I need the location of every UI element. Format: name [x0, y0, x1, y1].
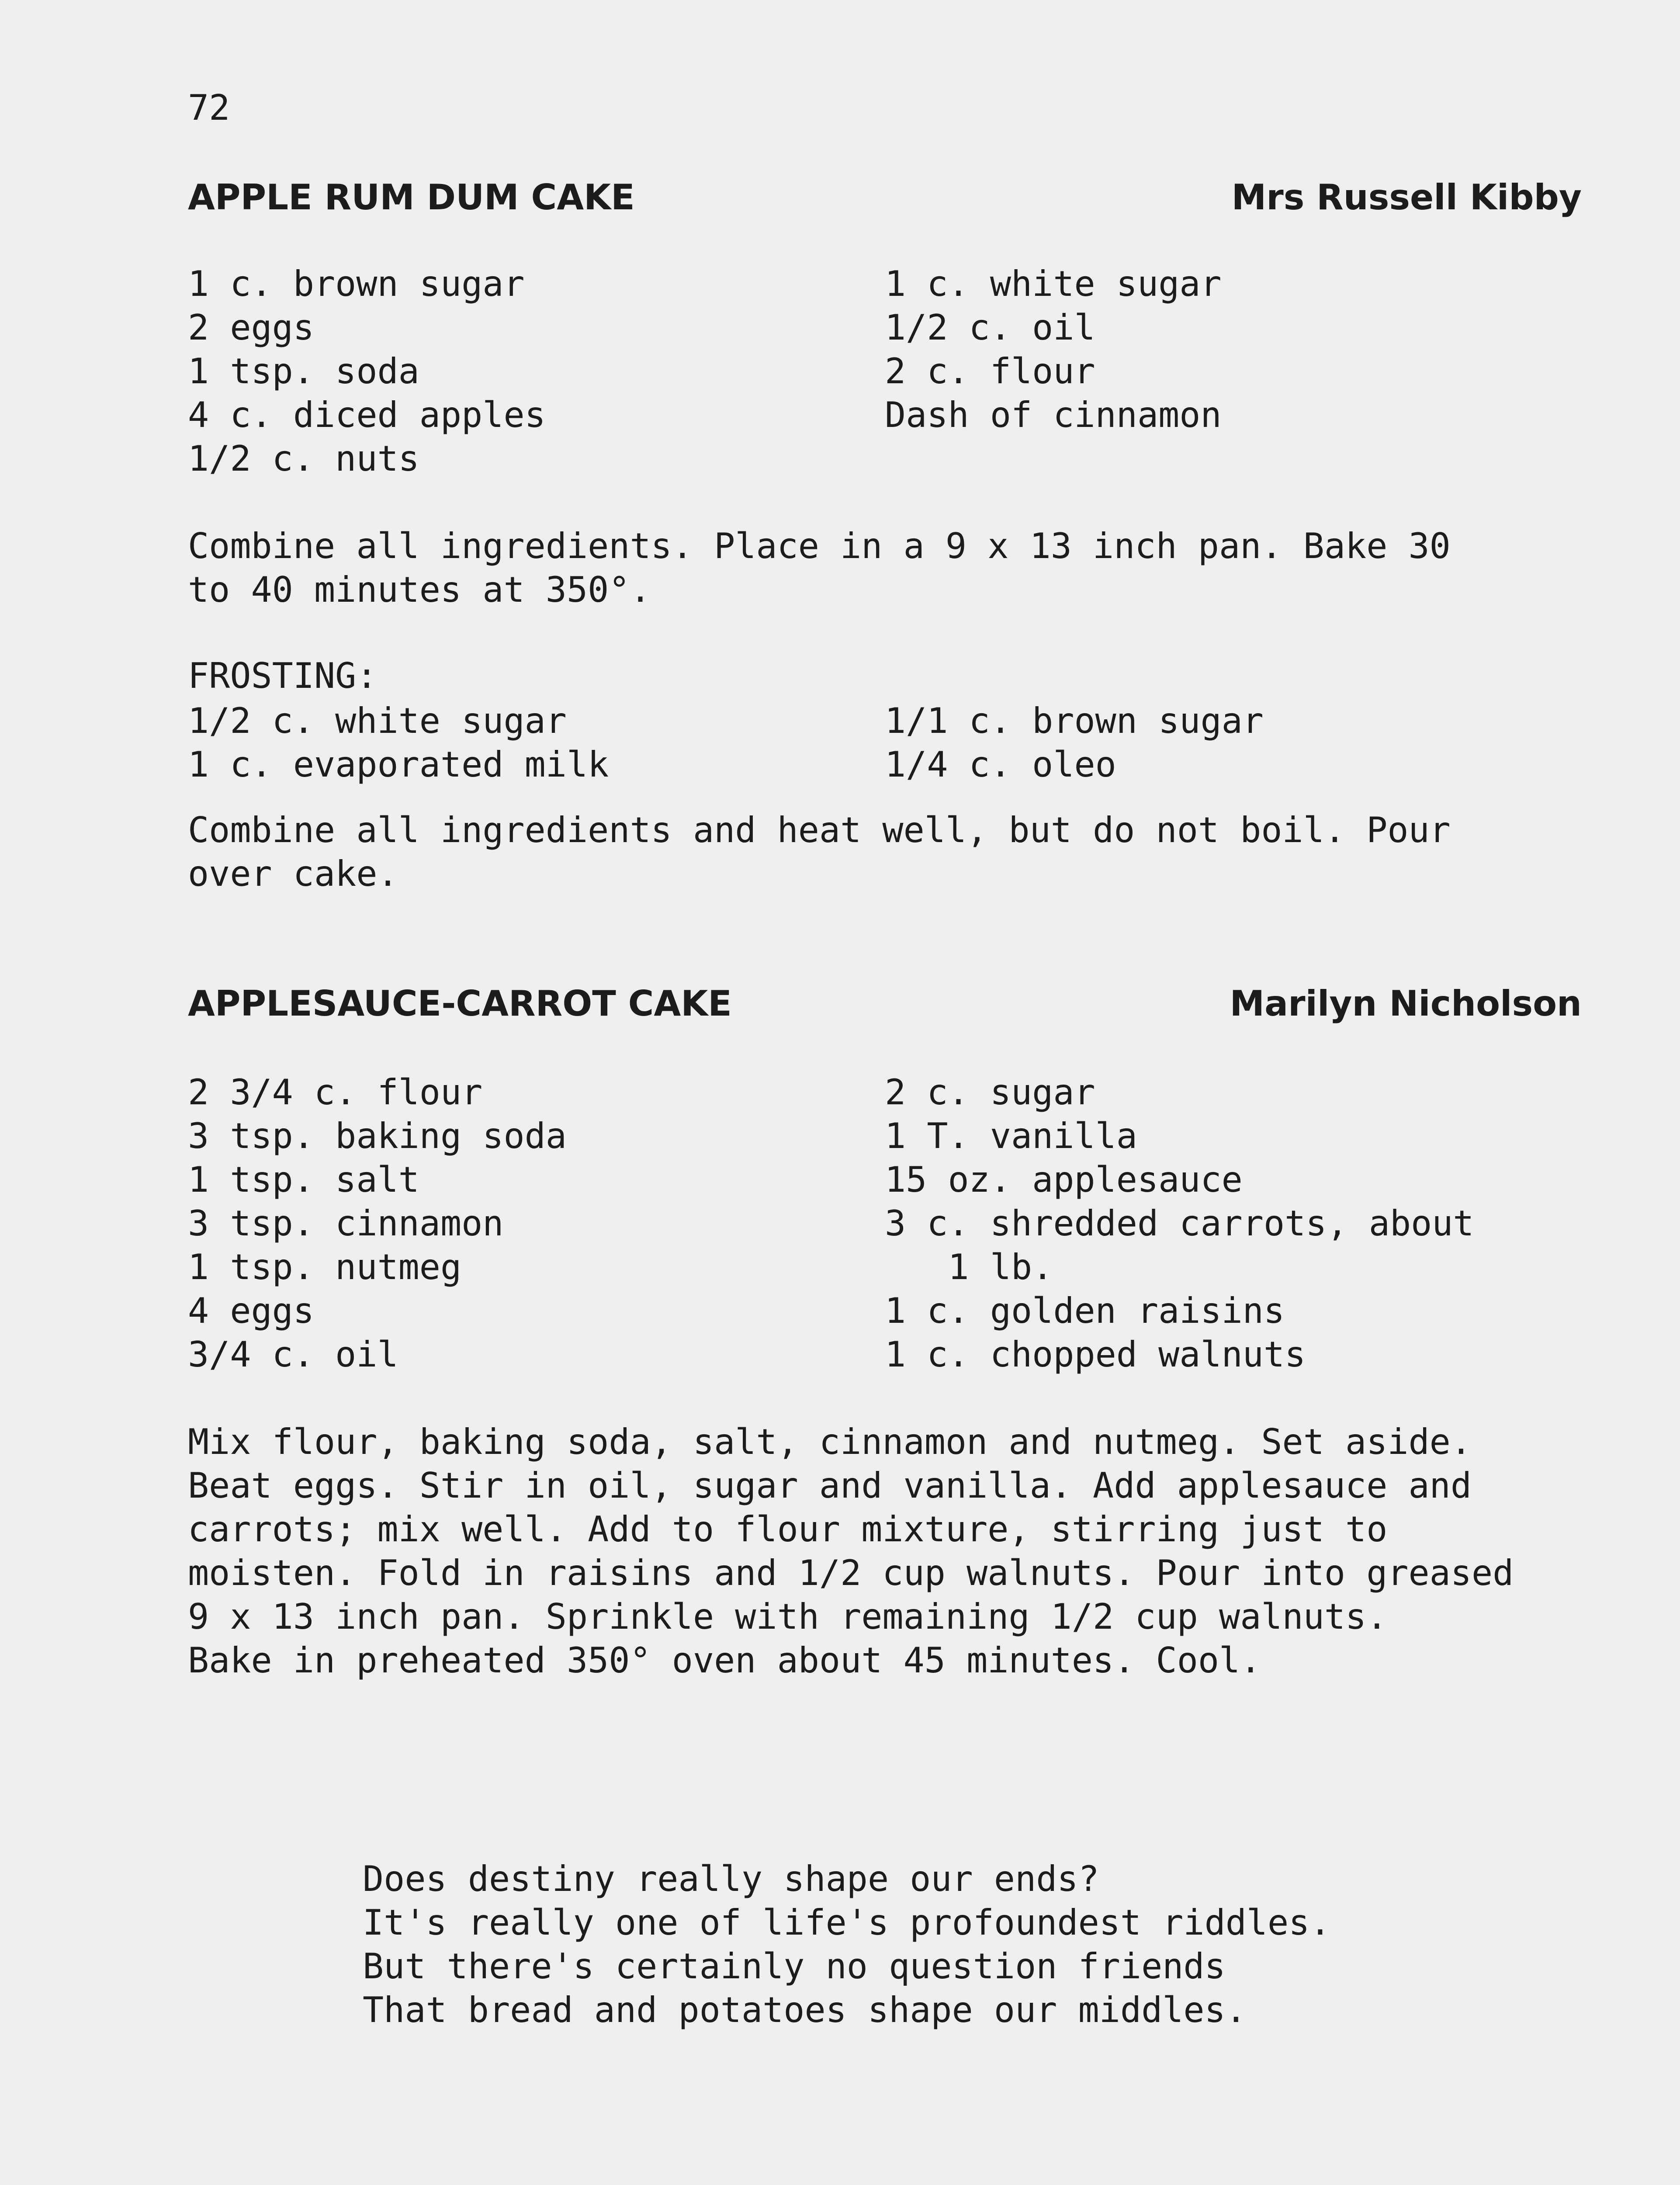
ingredient: Dash of cinnamon	[885, 395, 1222, 435]
ingredient: 15 oz. applesauce	[885, 1159, 1243, 1200]
ingredient: 4 eggs	[188, 1290, 314, 1331]
frosting-left-column	[188, 699, 609, 787]
ingredient: 3 tsp. cinnamon	[188, 1203, 504, 1244]
recipe-title: APPLESAUCE-CARROT CAKE	[188, 983, 732, 1024]
ingredient: 2 c. flour	[885, 351, 1095, 392]
frosting-label: FROSTING:	[188, 656, 378, 696]
poem-line: It's really one of life's profoundest riddles.	[363, 1902, 1331, 1943]
ingredients-right-column	[885, 262, 1222, 437]
ingredient: 1/1 c. brown sugar	[885, 701, 1264, 741]
ingredients-left-column	[188, 262, 546, 481]
poem-line: That bread and potatoes shape our middles.	[363, 1990, 1247, 2030]
recipe-author: Mrs Russell Kibby	[1231, 177, 1582, 218]
ingredient: 1/2 c. white sugar	[188, 701, 567, 741]
ingredient: 1/2 c. nuts	[188, 438, 419, 479]
ingredient: 3 tsp. baking soda	[188, 1116, 567, 1156]
recipe-directions: Mix flour, baking soda, salt, cinnamon and nutmeg. Set aside. Beat eggs. Stir in oil, sugar and vanilla. Add applesauce and carrots; mix well. Add to flour mixture, stirring just to moisten. Fold in raisins and 1/2 cup walnuts. Pour into greased 9 x 13 inch pan. Sprinkle with remaining 1/2 cup walnuts. Bake in preheated 350° oven about 45 minutes. Cool.	[188, 1422, 1514, 1681]
ingredient: 1 c. golden raisins	[885, 1290, 1285, 1331]
ingredient: 2 3/4 c. flour	[188, 1072, 483, 1113]
page-number: 72	[188, 87, 230, 128]
recipe-header-apple-rum-dum	[188, 177, 1582, 218]
ingredient: 4 c. diced apples	[188, 395, 546, 435]
ingredient: 2 eggs	[188, 307, 314, 348]
ingredient: 3 c. shredded carrots, about	[885, 1203, 1474, 1244]
ingredient: 1/4 c. oleo	[885, 744, 1116, 785]
ingredient: 1 c. chopped walnuts	[885, 1334, 1306, 1375]
poem-line: But there's certainly no question friends	[363, 1946, 1226, 1987]
ingredient: 2 c. sugar	[885, 1072, 1095, 1113]
ingredient: 1 tsp. soda	[188, 351, 419, 392]
ingredient: 1 T. vanilla	[885, 1116, 1137, 1156]
poem-line: Does destiny really shape our ends?	[363, 1859, 1099, 1899]
frosting-right-column	[885, 699, 1264, 787]
recipe-author: Marilyn Nicholson	[1230, 983, 1582, 1024]
ingredients-left-column	[188, 1071, 567, 1377]
poem	[363, 1857, 1331, 2032]
frosting-directions: Combine all ingredients and heat well, but do not boil. Pour over cake.	[188, 810, 1451, 894]
ingredient: 1 tsp. salt	[188, 1159, 419, 1200]
ingredient: 1 c. evaporated milk	[188, 744, 609, 785]
ingredient: 1 tsp. nutmeg	[188, 1247, 462, 1287]
ingredient: 1 c. white sugar	[885, 264, 1222, 304]
ingredient: 3/4 c. oil	[188, 1334, 398, 1375]
recipe-directions: Combine all ingredients. Place in a 9 x 13 inch pan. Bake 30 to 40 minutes at 350°.	[188, 526, 1451, 610]
recipe-title: APPLE RUM DUM CAKE	[188, 177, 635, 218]
ingredient: 1 lb.	[885, 1247, 1053, 1287]
ingredients-right-column	[885, 1071, 1474, 1377]
recipe-header-applesauce-carrot	[188, 983, 1582, 1024]
ingredient: 1 c. brown sugar	[188, 264, 525, 304]
ingredient: 1/2 c. oil	[885, 307, 1095, 348]
